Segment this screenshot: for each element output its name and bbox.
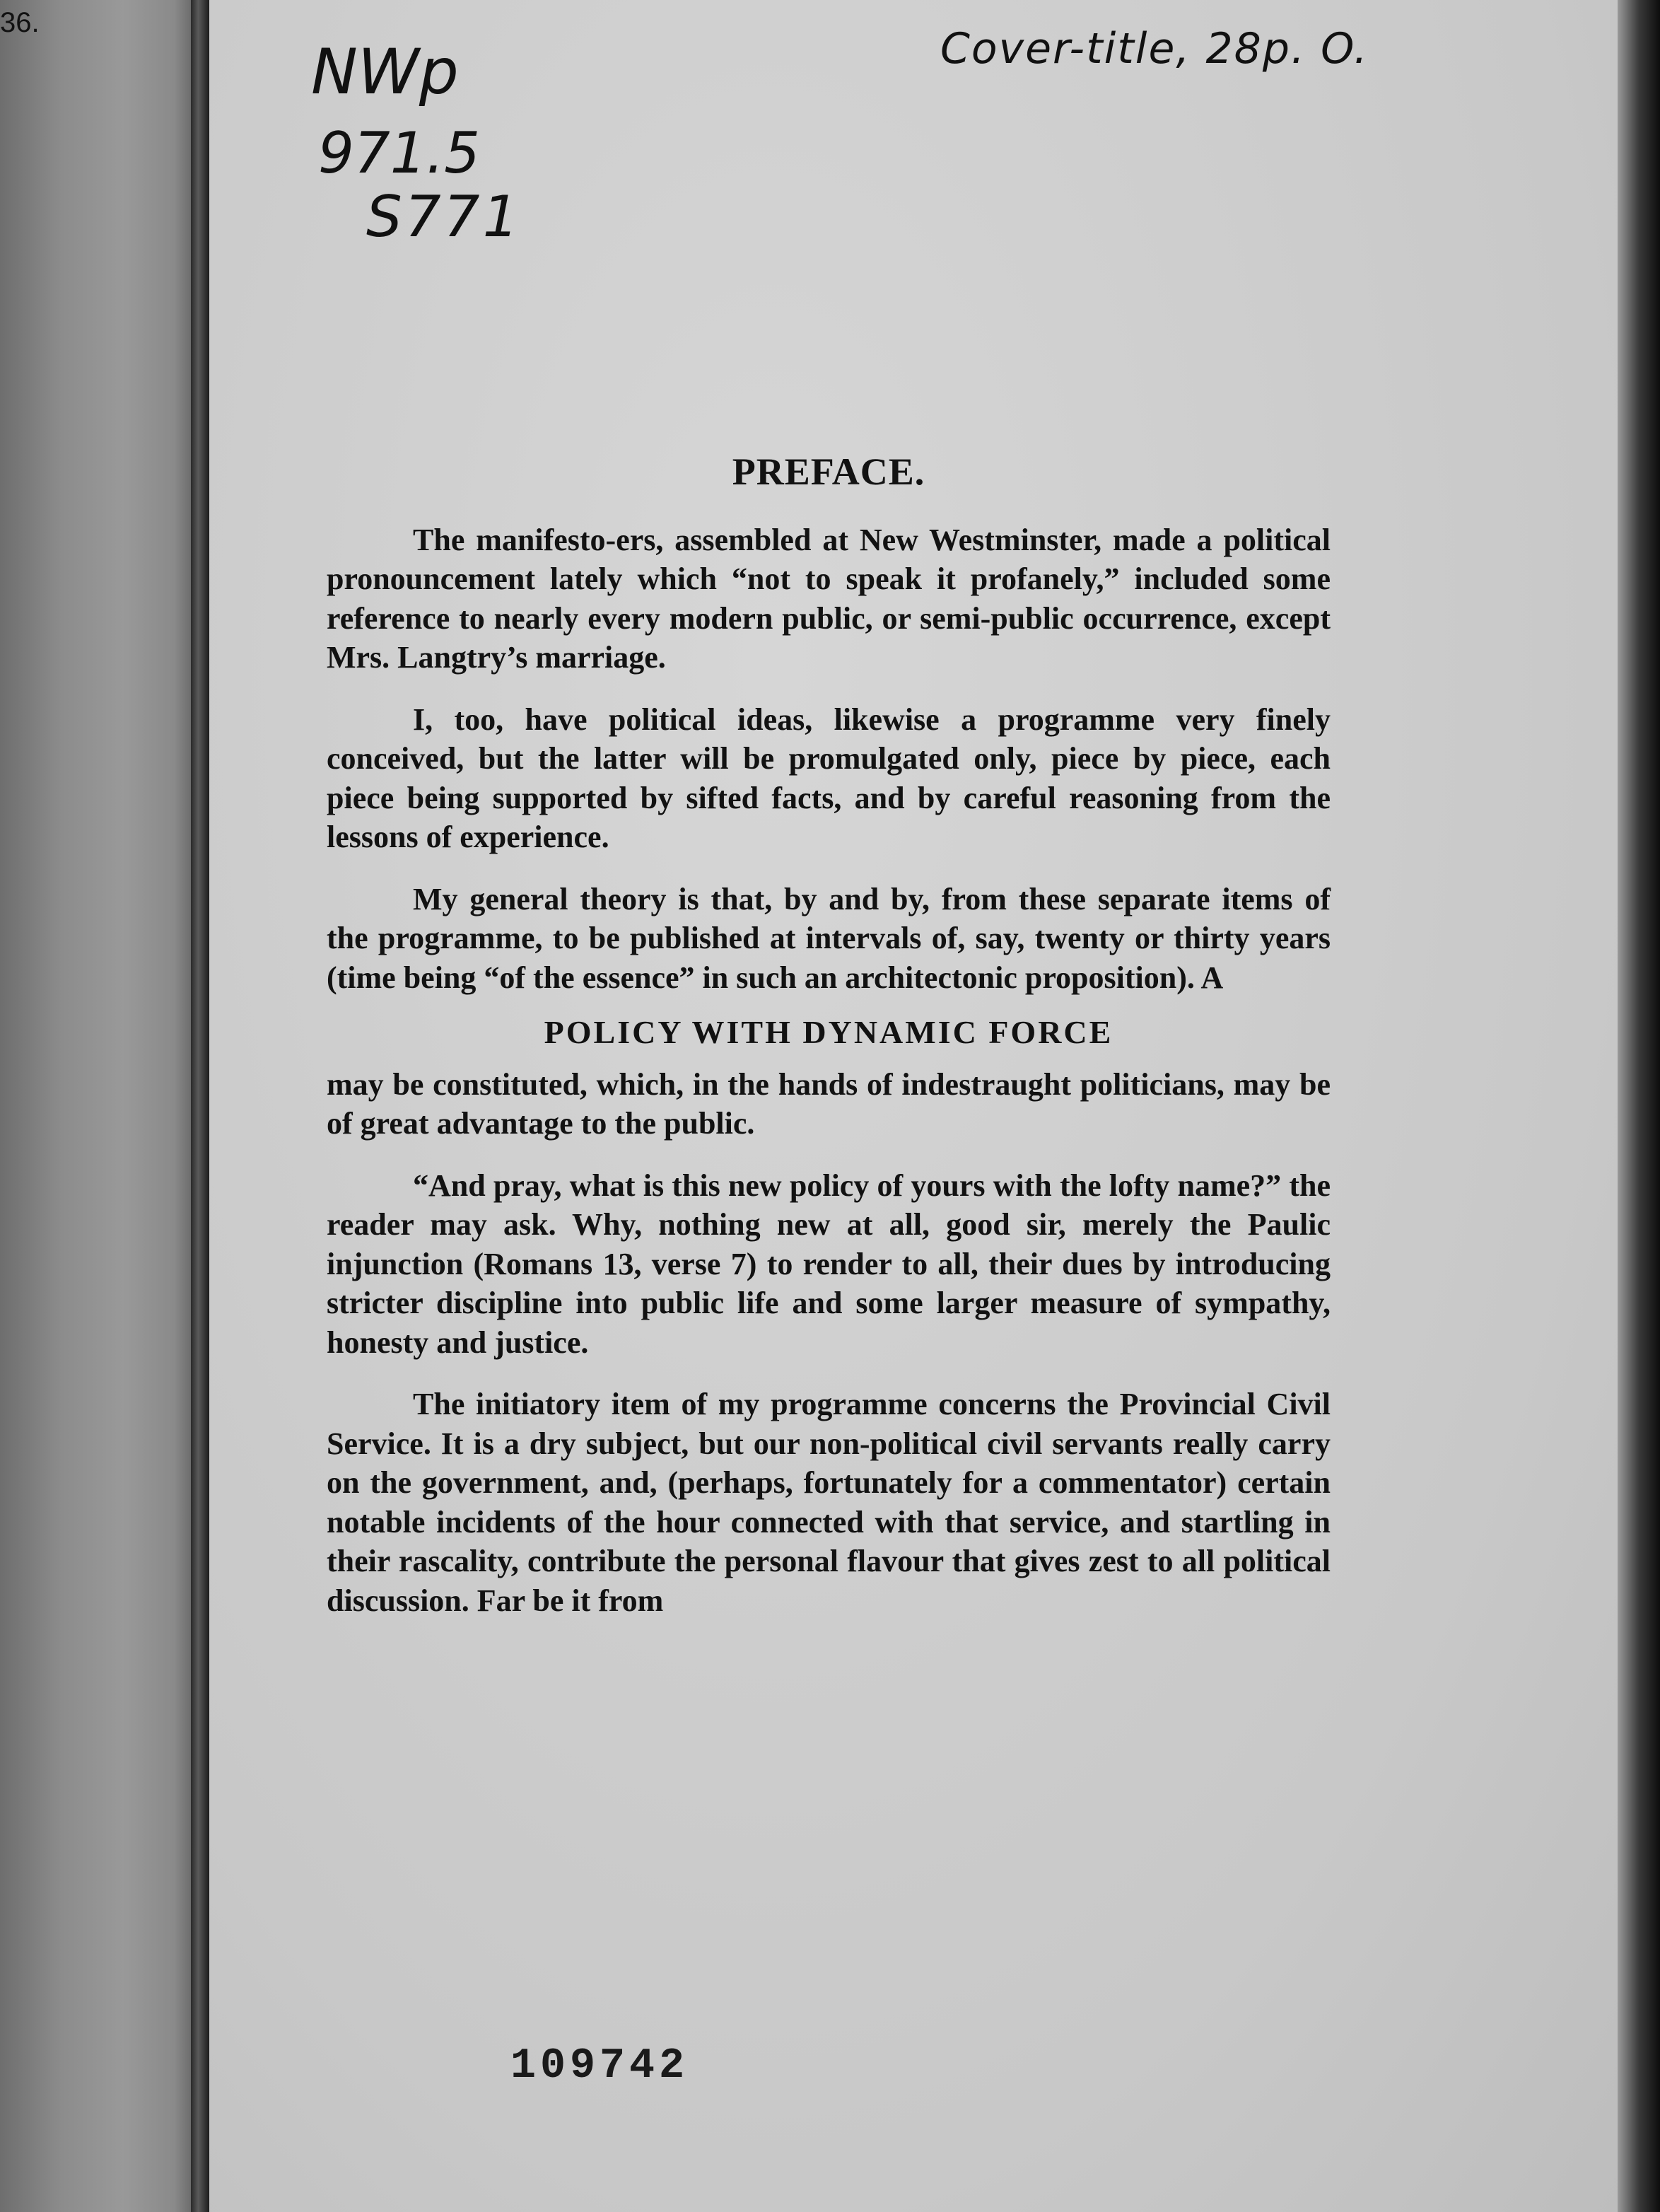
section-subheading: POLICY WITH DYNAMIC FORCE	[544, 1014, 1114, 1050]
handwritten-call-number-line2: 971.5	[318, 120, 481, 186]
paragraph-4: “And pray, what is this new policy of yours with the lofty name?” the reader may ask. Why, nothing new at all, good sir, merely the Paulic injunction (Romans 13, verse 7) to render to all, their dues by introducing stricter discipline into public life and some larger measure of sympathy, honesty and justice.	[327, 1168, 1331, 1360]
preface-body	[327, 450, 1331, 1643]
book-spine	[0, 0, 205, 2212]
paragraph-3: My general theory is that, by and by, from these separate items of the programme, to be published at intervals of, say, twenty or thirty years (time being “of the essence” in such an architectonic proposition). A	[327, 881, 1331, 995]
handwritten-call-number-line1: NWp	[311, 35, 459, 108]
paragraph-5: The initiatory item of my programme concerns the Provincial Civil Service. It is a dry subject, but our non-political civil servants really carry on the government, and, (perhaps, fortunately for a commentator) certain notable incidents of the hour connected with that service, and startling in their rascality, contribute the personal flavour that gives zest to all political discussion. Far be it from	[327, 1387, 1331, 1618]
corner-mark: 36.	[0, 7, 40, 38]
paragraph-1: The manifesto-ers, assembled at New Westminster, made a political pronouncement lately which “not to speak it profanely,” included some reference to nearly every modern public, or semi-public occurrence, except Mrs. Langtry’s marriage.	[327, 522, 1331, 675]
catalog-number: 109742	[510, 2042, 689, 2090]
paragraph-2: I, too, have political ideas, likewise a programme very finely conceived, but the latter will be promulgated only, piece by piece, each piece being supported by sifted facts, and by careful reasoning from the lessons of experience.	[327, 702, 1331, 854]
paragraph-3-continuation: may be constituted, which, in the hands of indestraught politicians, may be of great advantage to the public.	[327, 1066, 1331, 1141]
spine-edge	[191, 0, 209, 2212]
page-title: PREFACE.	[732, 450, 925, 493]
handwritten-cover-note: Cover-title, 28p. O.	[940, 24, 1369, 74]
page-right-edge	[1618, 0, 1660, 2212]
handwritten-call-number-line3: S771	[366, 184, 522, 250]
